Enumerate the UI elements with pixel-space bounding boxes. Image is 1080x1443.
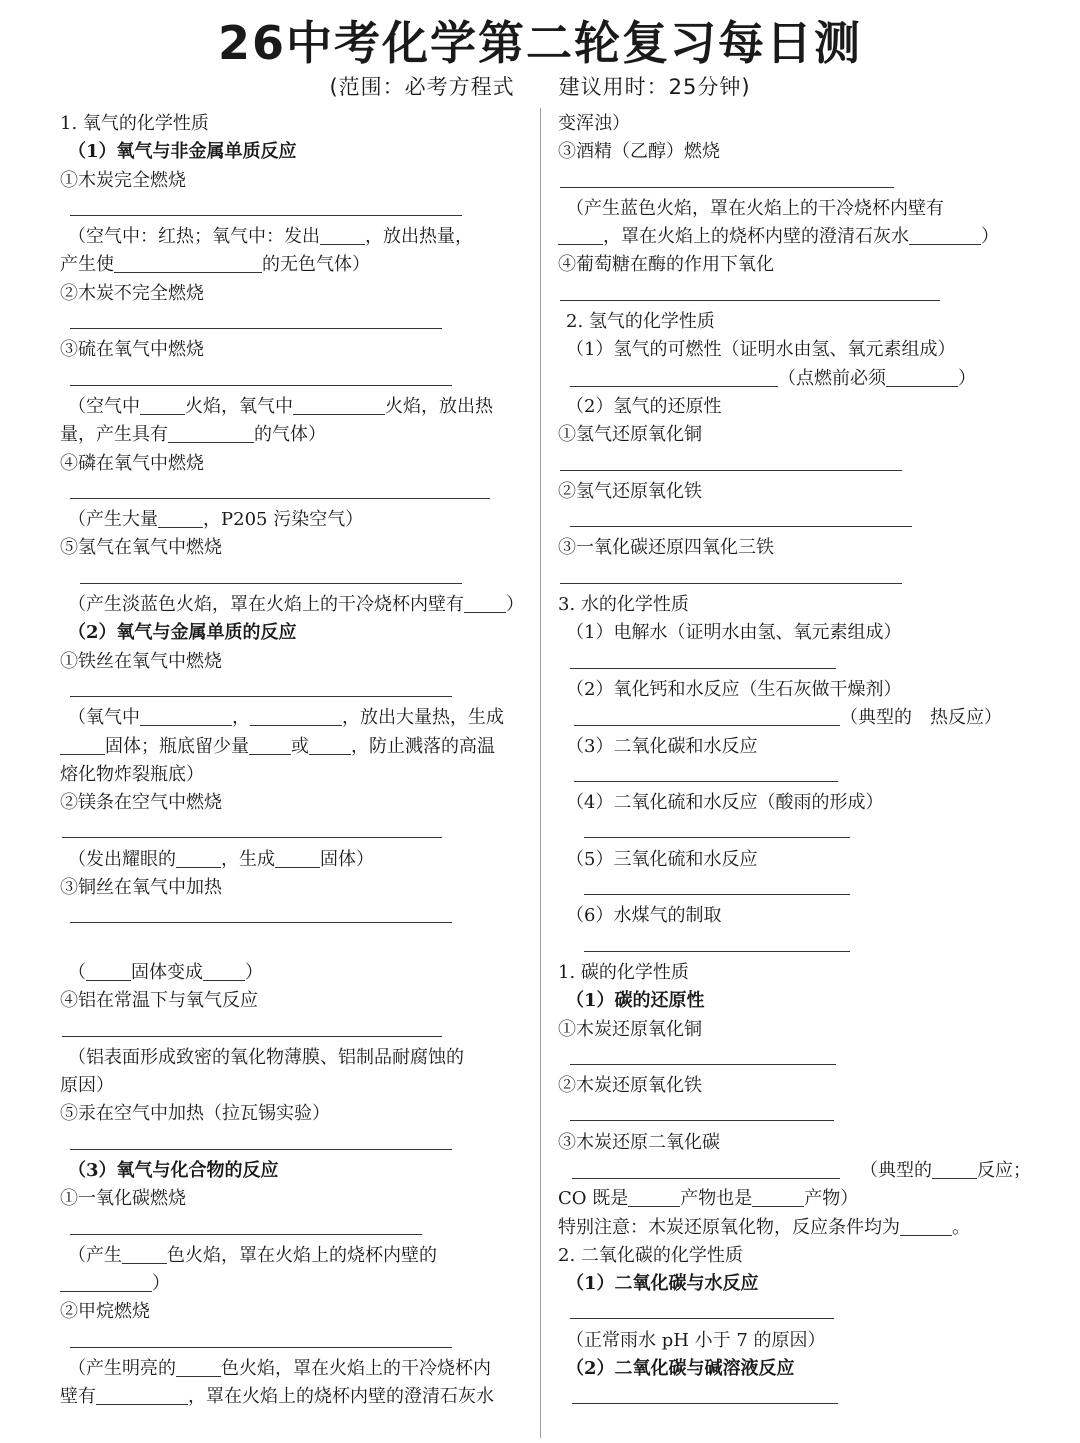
note: （产生 色火焰，罩在火焰上的烧杯内壁的 [68,1244,437,1266]
blank[interactable] [570,367,778,387]
subsection-title: （1）碳的还原性 [566,990,705,1012]
subsection-title: （2）氧气与金属单质的反应 [68,622,297,644]
answer-line[interactable] [584,931,850,952]
subsection-title: （1）氢气的可燃性（证明水由氢、氧元素组成） [566,339,956,361]
note: （产生大量 ，P205 污染空气） [68,509,364,531]
answer-row [60,1327,540,1355]
answer-row [558,1044,1038,1072]
answer-line[interactable] [70,1129,452,1150]
question: ⑤氢气在氧气中燃烧 [60,537,222,559]
answer-line[interactable] [70,1214,422,1235]
answer-row [558,817,1038,845]
note: （ 固体变成 ） [68,961,263,983]
note: 特别注意：木炭还原氧化物，反应条件均为 。 [558,1216,970,1238]
note: （铝表面形成致密的氧化物薄膜、铝制品耐腐蚀的 [68,1046,464,1068]
blank[interactable] [122,1244,167,1264]
question: ④葡萄糖在酶的作用下氧化 [558,254,774,276]
answer-line[interactable] [572,1383,838,1404]
answer-line[interactable] [560,450,902,471]
answer-row [558,450,1038,478]
answer-line[interactable] [70,676,452,697]
note: CO 既是 产物也是 产物） [558,1188,859,1210]
blank[interactable] [158,508,203,528]
subsection-title: （5）三氧化硫和水反应 [566,848,758,870]
note: （产生蓝色火焰，罩在火焰上的干冷烧杯内壁有 [566,197,944,219]
note: （点燃前必须 ） [558,365,1038,393]
note: 变浑浊） [558,113,630,134]
blank[interactable] [168,423,254,443]
note: （产生淡蓝色火焰，罩在火焰上的干冷烧杯内壁有 ） [68,594,524,616]
note: （发出耀眼的 ，生成 固体） [68,848,374,870]
note: （典型的 热反应） [558,704,1038,732]
question: ①铁丝在氧气中燃烧 [60,650,222,672]
answer-row [558,506,1038,534]
question: ②木炭不完全燃烧 [60,282,204,304]
subsection-title: （1）二氧化碳与水反应 [566,1273,759,1295]
question: ⑤汞在空气中加热（拉瓦锡实验） [60,1103,330,1125]
answer-row [60,308,540,336]
answer-line[interactable] [560,167,894,188]
blank[interactable] [140,706,232,726]
answer-row [558,1383,1038,1411]
answer-line[interactable] [570,506,912,527]
answer-row [558,563,1038,591]
note: （产生明亮的 色火焰，罩在火焰上的干冷烧杯内 [68,1358,491,1380]
note: 产生使 的无色气体） [60,254,370,276]
column-divider [540,108,541,1438]
section-title: 1. 氧气的化学性质 [60,113,209,134]
question: ②甲烷燃烧 [60,1301,150,1323]
subsection-title: （6）水煤气的制取 [566,905,722,927]
question: ③木炭还原二氧化碳 [558,1131,720,1153]
answer-line[interactable] [570,648,836,669]
answer-row [558,1100,1038,1128]
answer-row [60,1016,540,1044]
question: ②木炭还原氧化铁 [558,1075,702,1097]
answer-row [558,167,1038,195]
answer-line[interactable] [70,195,462,216]
note: 固体；瓶底留少量 或 ，防止溅落的高温 [60,733,540,761]
answer-line[interactable] [62,1016,442,1037]
question: ③硫在氧气中燃烧 [60,339,204,361]
blank[interactable] [140,395,185,415]
answer-row [60,563,540,591]
question: ①氢气还原氧化铜 [558,424,702,446]
blank[interactable] [572,1159,840,1179]
blank[interactable] [249,735,291,755]
blank[interactable] [932,1159,977,1179]
blank[interactable] [909,225,981,245]
answer-line[interactable] [570,1100,834,1121]
blank[interactable] [900,1216,952,1236]
note: 熔化物炸裂瓶底） [60,763,204,785]
answer-row [558,761,1038,789]
answer-line[interactable] [70,1327,452,1348]
answer-line[interactable] [70,478,490,499]
answer-line[interactable] [570,1044,836,1065]
blank[interactable] [464,593,506,613]
answer-row [60,195,540,223]
note: 壁有 ，罩在火焰上的烧杯内壁的澄清石灰水 [60,1386,494,1408]
answer-row [60,676,540,704]
note: （空气中：红热；氧气中：发出 ，放出热量， [68,226,473,248]
right-column [558,110,1038,1412]
answer-line[interactable] [560,563,902,584]
subsection-title: （2）二氧化碳与碱溶液反应 [566,1358,795,1380]
answer-line[interactable] [80,563,462,584]
answer-row [60,902,540,930]
blank[interactable] [293,395,385,415]
answer-line[interactable] [70,902,452,923]
answer-row [60,1214,540,1242]
note: 原因） [60,1075,114,1097]
answer-line[interactable] [70,365,452,386]
blank[interactable] [886,367,958,387]
answer-row [60,478,540,506]
answer-row [558,1298,1038,1326]
answer-row [558,280,1038,308]
subsection-title: （2）氢气的还原性 [566,395,722,417]
question: ①木炭还原氧化铜 [558,1018,702,1040]
answer-row [60,817,540,845]
note: （氧气中 ， ，放出大量热，生成 [68,707,504,729]
question: ③铜丝在氧气中加热 [60,877,222,899]
page-subtitle: (范围：必考方程式 建议用时：25分钟) [329,75,751,99]
blank[interactable] [558,225,603,245]
section-title: 2. 氢气的化学性质 [566,311,715,333]
question: ②镁条在空气中燃烧 [60,792,222,814]
blank[interactable] [96,1385,188,1405]
note: ） [60,1270,540,1298]
subsection-title: （3）氧气与化合物的反应 [68,1159,279,1181]
note: （典型的 反应； [558,1157,1038,1185]
section-title: 1. 碳的化学性质 [558,961,689,983]
section-title: 3. 水的化学性质 [558,594,689,616]
blank[interactable] [86,961,131,981]
answer-row [558,931,1038,959]
blank[interactable] [628,1187,680,1207]
question: ①木炭完全燃烧 [60,169,186,191]
note: 量，产生具有 的气体） [60,424,326,446]
note: （空气中 火焰，氧气中 火焰，放出热 [68,395,493,417]
blank[interactable] [60,735,105,755]
note: （正常雨水 pH 小于 7 的原因） [566,1329,826,1351]
question: ④磷在氧气中燃烧 [60,452,204,474]
question: ④铝在常温下与氧气反应 [60,990,258,1012]
blank[interactable] [574,706,840,726]
answer-row [558,648,1038,676]
blank[interactable] [176,1357,221,1377]
page-title: 26中考化学第二轮复习每日测 [217,16,862,70]
question: ③一氧化碳还原四氧化三铁 [558,537,774,559]
subsection-title: （4）二氧化硫和水反应（酸雨的形成） [566,792,884,814]
blank[interactable] [60,1272,152,1292]
blank[interactable] [114,253,262,273]
spacer-row [60,931,540,959]
answer-line[interactable] [574,761,838,782]
blank[interactable] [752,1187,804,1207]
blank[interactable] [176,848,221,868]
blank[interactable] [309,735,351,755]
blank[interactable] [320,225,365,245]
answer-line[interactable] [560,280,940,301]
subsection-title: （1）氧气与非金属单质反应 [68,141,297,163]
answer-row [60,1129,540,1157]
left-column [60,110,540,1412]
section-title: 2. 二氧化碳的化学性质 [558,1244,743,1266]
blank[interactable] [203,961,245,981]
question: ③酒精（乙醇）燃烧 [558,141,720,163]
question: ②氢气还原氧化铁 [558,480,702,502]
question: ①一氧化碳燃烧 [60,1188,186,1210]
answer-line[interactable] [584,817,850,838]
subsection-title: （3）二氧化碳和水反应 [566,735,758,757]
answer-row [558,874,1038,902]
answer-line[interactable] [70,308,442,329]
subsection-title: （2）氧化钙和水反应（生石灰做干燥剂） [566,678,902,700]
answer-line[interactable] [584,874,850,895]
blank[interactable] [250,706,342,726]
answer-line[interactable] [570,1298,834,1319]
subsection-title: （1）电解水（证明水由氢、氧元素组成） [566,622,902,644]
answer-row [60,365,540,393]
blank[interactable] [275,848,320,868]
answer-line[interactable] [62,817,442,838]
note: ，罩在火焰上的烧杯内壁的澄清石灰水 ） [558,223,1038,251]
